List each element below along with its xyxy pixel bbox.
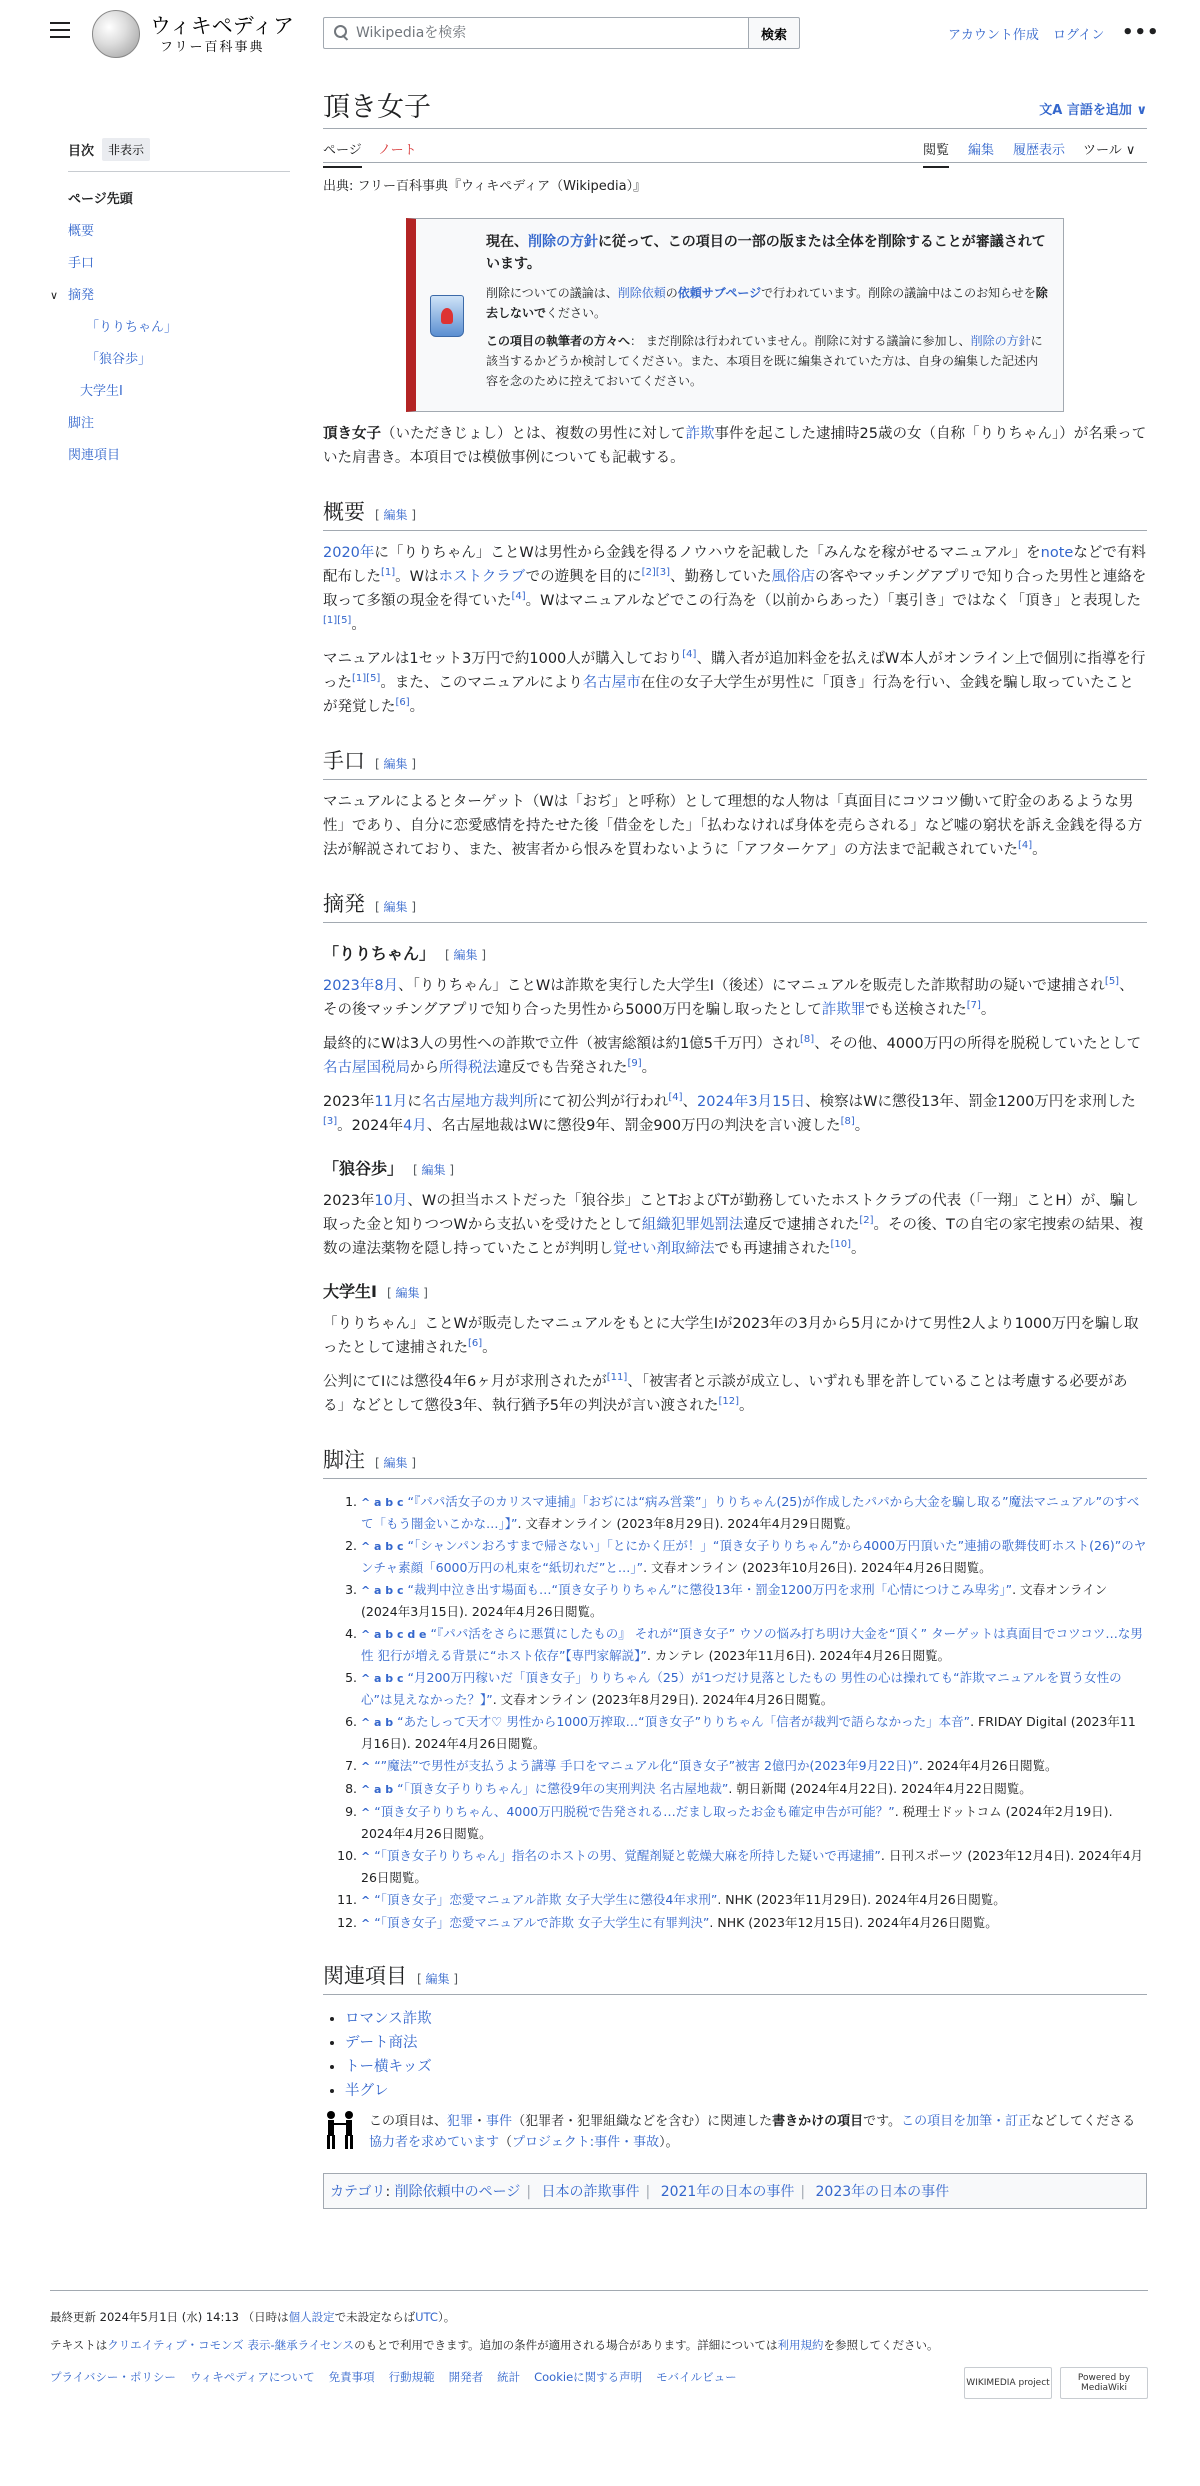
site-header xyxy=(0,0,1200,64)
footer-link[interactable]: 行動規範 xyxy=(388,2370,435,2384)
t: 。その後、Tの自宅の家宅捜索の結果、複数の違法薬物を隠し持っていたことが判明し xyxy=(323,1217,1144,1257)
notice-para-2 xyxy=(486,331,1049,391)
t: 、その後マッチングアプリで知り合った男性から5000万円を騙し取ったとして xyxy=(323,978,1134,1018)
ref-link[interactable]: [8] xyxy=(800,1034,815,1046)
ref-backlink[interactable]: ^ a b c xyxy=(361,1540,404,1553)
reference-item xyxy=(361,1801,1147,1844)
add-languages-label: 言語を追加 xyxy=(1066,103,1132,118)
link[interactable]: 10月 xyxy=(374,1193,408,1209)
toc-item-ririchan[interactable]: 「りりちゃん」 xyxy=(86,320,178,335)
tab-tools-label: ツール xyxy=(1083,143,1122,158)
edit-link[interactable]: 編集 xyxy=(383,757,408,771)
ref-source: . 文春オンライン (2024年3月15日). 2024年4月26日閲覧。 xyxy=(361,1582,1108,1619)
t: 。 xyxy=(351,617,366,633)
reference-item xyxy=(361,1889,1147,1911)
ref-link[interactable]: [1] xyxy=(381,567,396,579)
link[interactable]: 組織犯罪処罰法 xyxy=(641,1217,744,1233)
page-tabs xyxy=(323,129,1147,163)
edit-section: [ 編集 ] xyxy=(413,1163,455,1177)
toc-item-ookami[interactable]: 「狼谷歩」 xyxy=(86,352,152,367)
ref-backlink[interactable]: ^ a b c xyxy=(361,1584,404,1597)
link[interactable]: プロジェクト:事件・事故 xyxy=(512,2135,660,2150)
reference-item xyxy=(361,1912,1147,1934)
tab-history[interactable]: 履歴表示 xyxy=(1013,143,1066,158)
related-list xyxy=(345,2007,1147,2103)
t: を参照してください。 xyxy=(823,2338,939,2352)
ref-link[interactable]: [1][5] xyxy=(352,673,381,685)
ref-link[interactable]: [4] xyxy=(682,649,697,661)
ref-link[interactable]: [8] xyxy=(840,1116,855,1128)
t: 、「被害者と示談が成立し、いずれも罪を許していることは考慮する必要がある」などとして懲役3年、執行猶予5年の判決が言い渡された xyxy=(323,1374,1128,1414)
t: 公判にてIには懲役4年6ヶ月が求刑されたが xyxy=(323,1374,607,1390)
ref-source: . FRIDAY Digital (2023年11月16日). 2024年4月26日閲覧。 xyxy=(361,1714,1136,1751)
toc-hide-button[interactable]: 非表示 xyxy=(102,138,150,161)
link[interactable]: 風俗店 xyxy=(771,569,816,585)
t: でも再逮捕された xyxy=(714,1241,831,1257)
notice-para-1 xyxy=(486,283,1049,323)
t: に従って、この項目の一部の版または全体を削除することが審議されています。 xyxy=(486,234,1046,272)
reference-item xyxy=(361,1845,1147,1888)
t: で未設定ならば xyxy=(334,2310,416,2324)
t: のもとで利用できます。追加の条件が適用される場合があります。詳細については xyxy=(354,2338,778,2352)
category-link[interactable]: 削除依頼中のページ xyxy=(394,2184,521,2200)
ref-backlink[interactable]: ^ a b c d e xyxy=(361,1628,427,1641)
edit-section: [ 編集 ] xyxy=(386,1286,428,1300)
lead-paragraph xyxy=(323,422,1147,470)
ref-source: . NHK (2023年11月29日). 2024年4月26日閲覧。 xyxy=(717,1892,1006,1907)
edit-link[interactable]: 編集 xyxy=(383,900,408,914)
section-heading-ookami xyxy=(323,1156,1147,1179)
ref-link[interactable]: “”魔法”で男性が支払うよう講導 手口をマニュアル化“頂き女子”被害 2億円か(2023年9月22日)” xyxy=(374,1758,919,1773)
reference-item xyxy=(361,1579,1147,1622)
language-icon: 文A xyxy=(1039,103,1067,118)
utc-link[interactable]: UTC xyxy=(415,2310,438,2324)
link[interactable]: note xyxy=(1040,545,1074,561)
link[interactable]: 事件 xyxy=(486,2114,513,2129)
t: 違反で逮捕された xyxy=(743,1217,860,1233)
section-heading-gaiyo xyxy=(323,496,1147,531)
t: 、購入者が追加料金を払えばW本人がオンライン上で個別に指導を行った xyxy=(323,651,1146,691)
wordmark-tagline: フリー百科事典 xyxy=(160,40,265,55)
categories-label-link[interactable]: カテゴリ xyxy=(330,2184,386,2200)
toc-item-daigakusei[interactable]: 大学生I xyxy=(80,384,123,399)
ref-link[interactable]: [4] xyxy=(668,1092,683,1104)
toc-item-kyakuchu[interactable]: 脚注 xyxy=(68,416,95,431)
ref-link[interactable]: [3] xyxy=(323,1116,338,1128)
t: 、 xyxy=(682,1094,698,1110)
ref-source: . 日刊スポーツ (2023年12月4日). 2024年4月26日閲覧。 xyxy=(361,1848,1143,1885)
ref-link[interactable]: “「頂き女子」恋愛マニュアルで詐欺 女子大学生に有罪判決” xyxy=(374,1915,710,1930)
search-button[interactable]: 検索 xyxy=(748,17,800,49)
search-icon xyxy=(334,25,350,41)
stub-text xyxy=(369,2111,1147,2153)
link[interactable]: 協力者を求めています xyxy=(369,2135,500,2150)
ref-link[interactable]: “『パパ活女子のカリスマ連捕』「おぢには“病み営業”」りりちゃん(25)が作成したパパから大金を騙し取る”魔法マニュアル”のすべて「もう闇金いこかな…」】” xyxy=(361,1494,1140,1531)
footer-badges xyxy=(964,2367,1148,2399)
wikipedia-logo[interactable] xyxy=(92,10,140,58)
t: 。2024年 xyxy=(337,1118,404,1134)
trash-icon xyxy=(430,295,464,337)
t: 。 xyxy=(1032,842,1047,858)
section-heading-daigakusei xyxy=(323,1279,1147,1302)
ref-source: . 文春オンライン (2023年10月26日). 2024年4月26日閲覧。 xyxy=(643,1560,992,1575)
login-link[interactable]: ログイン xyxy=(1053,28,1105,43)
t: ： まだ削除は行われていません。削除に対する議論に参加し、 xyxy=(630,334,971,348)
link[interactable]: 11月 xyxy=(374,1094,408,1110)
section-heading-kanren xyxy=(323,1960,1147,1995)
tab-page[interactable]: ページ xyxy=(323,139,362,168)
footer-link[interactable]: 統計 xyxy=(497,2370,521,2384)
ref-link[interactable]: [6] xyxy=(468,1338,483,1350)
link[interactable]: 所得税法 xyxy=(439,1060,497,1076)
t: 。Wはマニュアルなどでこの行為を（以前からあった）「裏引き」ではなく「頂き」と表現した xyxy=(525,593,1142,609)
toc-item-teguchi[interactable]: 手口 xyxy=(68,256,95,271)
ref-link[interactable]: [4] xyxy=(511,591,526,603)
ref-backlink[interactable]: ^ a b c xyxy=(361,1672,404,1685)
ref-link[interactable]: [10] xyxy=(830,1239,852,1251)
gaiyo-para-2 xyxy=(323,647,1147,719)
ref-link[interactable]: “「シャンパンおろすまで帰さない」「とにかく圧が！」“頂き女子りりちゃん”から4000万円頂いた”連捕の歌舞伎町ホスト(26)”のヤンチャ素顔「6000万円の札束を“紙切れだ”と…」” xyxy=(361,1538,1147,1575)
list-item xyxy=(345,2079,1147,2103)
edit-link[interactable]: 編集 xyxy=(395,1286,420,1300)
ref-link[interactable]: “『パパ活をさらに悪質にしたもの』 それが“頂き女子” ウソの悩み打ち明け大金を“頂く” ターゲットは真面目でコツコツ…な男性 犯行が増える背景に“ホスト依存”【専門家解説】” xyxy=(361,1626,1143,1663)
t: の xyxy=(665,286,678,300)
reference-item xyxy=(361,1778,1147,1800)
ref-backlink[interactable]: ^ a b xyxy=(361,1716,394,1729)
ref-link[interactable]: [6] xyxy=(395,697,410,709)
t: などで有料配布した xyxy=(323,545,1146,585)
footer-link[interactable]: プライバシー・ポリシー xyxy=(50,2370,176,2384)
list-item xyxy=(345,2055,1147,2079)
t: から xyxy=(410,1060,439,1076)
t: で行われています。削除の議論中はこのお知らせを xyxy=(761,286,1036,300)
t: 違反でも告発された xyxy=(497,1060,628,1076)
t: 、Wの担当ホストだった「狼谷歩」ことTおよびTが勤務していたホストクラブの代表（「一翔」ことH）が、騙し取った金と知りつつWから支払いを受けたとして xyxy=(323,1193,1139,1233)
link[interactable]: ホストクラブ xyxy=(438,569,526,585)
ref-backlink[interactable]: ^ a b c xyxy=(361,1496,404,1509)
ref-link[interactable]: [2] xyxy=(859,1215,874,1227)
toc-item-top[interactable]: ページ先頭 xyxy=(68,192,133,207)
t: 大学生I xyxy=(323,1282,377,1301)
ref-link[interactable]: [1][5] xyxy=(323,615,352,627)
t: ・ xyxy=(473,2114,487,2129)
t: 「りりちゃん」ことWが販売したマニュアルをもとに大学生Iが2023年の3月から5月にかけて男性2人より1000万円を騙し取ったとして逮捕された xyxy=(323,1316,1139,1356)
crime-stub-icon xyxy=(323,2111,361,2149)
deletion-notice xyxy=(406,218,1064,412)
search-box xyxy=(323,17,749,49)
t: 。 xyxy=(854,1118,870,1134)
link[interactable]: 2024年3月15日 xyxy=(697,1094,806,1110)
t: 概要 xyxy=(323,500,365,524)
section-heading-teguchi xyxy=(323,745,1147,780)
t: マニュアルによるとターゲット（Wは「おぢ」と呼称）として理想的な人物は「真面目にコツコツ働いて貯金のあるような男性」であり、自分に恋愛感情を持たせた後「借金をした」「払わなければ身体を売らされる」など嘘の窮状を訴え金銭を得る方法が解説されており、また、被害者から恨みを買わないように「アフターケア」の方法まで記載されていた xyxy=(323,794,1143,858)
ref-link[interactable]: [4] xyxy=(1017,840,1033,852)
reference-item xyxy=(361,1535,1147,1578)
ref-link[interactable]: [9] xyxy=(627,1058,642,1070)
tab-edit[interactable]: 編集 xyxy=(968,143,995,158)
ref-link[interactable]: “裁判中泣き出す場面も…“頂き女子りりちゃん”に懲役13年・罰金1200万円を求刑「心情につけこみ卑劣」” xyxy=(407,1582,1013,1597)
ref-source: . NHK (2023年12月15日). 2024年4月26日閲覧。 xyxy=(709,1915,998,1930)
t: に「りりちゃん」ことWは男性から金銭を得るノウハウを記載した「みんなを稼がせるマニュアル」を xyxy=(374,545,1041,561)
ref-source: . 2024年4月26日閲覧。 xyxy=(918,1758,1058,1773)
reference-item xyxy=(361,1491,1147,1534)
t: での遊興を目的に xyxy=(525,569,642,585)
ref-link[interactable]: “「頂き女子りりちゃん」指名のホストの男、覚醒剤疑と乾燥大麻を所持した疑いで再逮捕” xyxy=(374,1848,881,1863)
ref-backlink[interactable]: ^ xyxy=(361,1806,371,1819)
preferences-link[interactable]: 個人設定 xyxy=(288,2310,335,2324)
ookami-para xyxy=(323,1189,1147,1261)
link[interactable]: 名古屋国税局 xyxy=(323,1060,410,1076)
t: 除去しないで xyxy=(486,286,1048,320)
ref-source: . 文春オンライン (2023年8月29日). 2024年4月26日閲覧。 xyxy=(492,1692,834,1707)
t: 、名古屋地裁はWに懲役9年、罰金900万円の判決を言い渡した xyxy=(426,1118,841,1134)
fraud-link[interactable]: 詐欺 xyxy=(685,426,715,442)
t: 、勤務していた xyxy=(670,569,772,585)
t: 最終更新 2024年5月1日 (水) 14:13 （日時は xyxy=(50,2310,289,2324)
link[interactable]: 詐欺罪 xyxy=(821,1002,866,1018)
t: 。 xyxy=(980,1002,996,1018)
section-heading-ririchan xyxy=(323,941,1147,964)
t: 、検察はWに懲役13年、罰金1200万円を求刑した xyxy=(805,1094,1136,1110)
link[interactable]: 覚せい剤取締法 xyxy=(613,1241,715,1257)
ref-source: . 朝日新聞 (2024年4月22日). 2024年4月22日閲覧。 xyxy=(728,1781,1032,1796)
daigakusei-para-2 xyxy=(323,1370,1147,1418)
edit-section: [ 編集 ] xyxy=(375,757,417,771)
edit-section: [ 編集 ] xyxy=(445,948,487,962)
footer-link[interactable]: 開発者 xyxy=(448,2370,484,2384)
t: でも送検された xyxy=(865,1002,967,1018)
add-languages-button[interactable] xyxy=(1039,99,1147,118)
t: 手口 xyxy=(323,749,365,773)
t: 頂き女子 xyxy=(323,426,381,442)
tab-tools[interactable] xyxy=(1083,139,1135,158)
link[interactable]: 4月 xyxy=(403,1118,427,1134)
edit-link[interactable]: 編集 xyxy=(383,508,408,522)
references-list xyxy=(361,1491,1147,1934)
user-menu-icon[interactable]: ••• xyxy=(1122,22,1160,43)
t: にて初公判が行われ xyxy=(537,1094,669,1110)
reference-item xyxy=(361,1623,1147,1666)
t: 事件を起こした逮捕時25歳の女（自称「りりちゃん」）が名乗っていた肩書き。本項目では模倣事例についても記載する。 xyxy=(323,426,1147,466)
deletion-policy-link[interactable]: 削除の方針 xyxy=(528,234,598,250)
t: （いただきじょし）とは、複数の男性に対して xyxy=(381,426,686,442)
t: 最終的にWは3人の男性への詐欺で立件（被害総額は約1億5千万円）され xyxy=(323,1036,801,1052)
t: 「狼谷歩」 xyxy=(323,1159,404,1178)
edit-section: [ 編集 ] xyxy=(375,508,417,522)
link[interactable]: 名古屋市 xyxy=(582,675,641,691)
search-input[interactable] xyxy=(356,25,736,41)
t: 、その他、4000万円の所得を脱税していたとして xyxy=(814,1036,1142,1052)
ref-link[interactable]: “あたしって天才♡ 男性から1000万搾取…“頂き女子”りりちゃん「信者が裁判で語らなかった」本音” xyxy=(397,1714,971,1729)
t: 。 xyxy=(482,1340,497,1356)
t: 脚注 xyxy=(323,1448,365,1472)
ref-backlink[interactable]: ^ xyxy=(361,1850,371,1863)
main-content xyxy=(323,85,1147,2209)
t: などしてくださる xyxy=(1031,2114,1136,2129)
ririchan-para-2 xyxy=(323,1032,1147,1080)
chevron-down-icon: ∨ xyxy=(1136,103,1147,118)
edit-link[interactable]: 編集 xyxy=(421,1163,446,1177)
license-link[interactable]: クリエイティブ・コモンズ 表示-継承ライセンス xyxy=(107,2338,355,2352)
chevron-down-icon[interactable]: ∨ xyxy=(50,289,59,302)
main-menu-icon[interactable] xyxy=(50,22,70,38)
t: 。Wは xyxy=(395,569,439,585)
deletion-policy-link-2[interactable]: 削除の方針 xyxy=(970,334,1031,348)
ref-source: . 税理士ドットコム (2024年2月19日). 2024年4月26日閲覧。 xyxy=(361,1804,1113,1841)
t: 。 xyxy=(851,1241,866,1257)
teguchi-para xyxy=(323,790,1147,862)
ref-link[interactable]: [12] xyxy=(718,1396,739,1408)
ref-link[interactable]: “「頂き女子」恋愛マニュアル詐欺 女子大学生に懲役4年求刑” xyxy=(374,1892,718,1907)
t: ）。 xyxy=(437,2310,456,2324)
t: マニュアルは1セット3万円で約1000人が購入しており xyxy=(323,651,683,667)
related-link[interactable]: デート商法 xyxy=(345,2035,418,2051)
table-of-contents xyxy=(50,138,290,464)
t: 。 xyxy=(641,1060,657,1076)
list-item xyxy=(345,2007,1147,2031)
edit-section: [ 編集 ] xyxy=(417,1972,459,1986)
create-account-link[interactable]: アカウント作成 xyxy=(948,28,1039,43)
footer-link[interactable]: 免責事項 xyxy=(328,2370,375,2384)
gaiyo-para-1 xyxy=(323,541,1147,637)
page-title: 頂き女子 xyxy=(323,85,1147,129)
tab-note[interactable]: ノート xyxy=(378,143,417,158)
t: ）。 xyxy=(659,2135,679,2150)
t: に該当するかどうか検討してください。また、本項目を既に編集されていた方は、自身の編集した記述内容を念のために控えておいてください。 xyxy=(486,334,1043,388)
toc-header xyxy=(68,138,290,172)
related-link[interactable]: ロマンス詐欺 xyxy=(345,2011,432,2027)
t: ください。 xyxy=(546,306,607,320)
toc-title: 目次 xyxy=(68,144,95,159)
ref-backlink[interactable]: ^ a b xyxy=(361,1783,394,1796)
ref-link[interactable]: “頂き女子りりちゃん、4000万円脱税で告発される…だまし取ったお金も確定申告が可能？” xyxy=(374,1804,895,1819)
ref-link[interactable]: [7] xyxy=(966,1000,981,1012)
t: 2023年 xyxy=(323,1094,375,1110)
section-heading-tekihatsu xyxy=(323,888,1147,923)
category-link[interactable]: 日本の詐欺事件 xyxy=(541,2184,640,2200)
toc-item-tekihatsu-label: 摘発 xyxy=(68,288,95,303)
chevron-down-icon: ∨ xyxy=(1125,143,1136,158)
t: 。また、このマニュアルにより xyxy=(380,675,583,691)
category-links: カテゴリ: 削除依頼中のページ | 日本の詐欺事件 | 2021年の日本の事件 | 2023年の日本の事件 xyxy=(323,2173,1147,2209)
t: 在住の女子大学生が男性に「頂き」行為を行い、金銭を騙し取っていたことが発覚した xyxy=(323,675,1134,715)
stub-notice xyxy=(323,2111,1147,2153)
t: 。 xyxy=(738,1398,754,1414)
ref-backlink[interactable]: ^ xyxy=(361,1760,371,1773)
t: （ xyxy=(499,2135,513,2150)
toc-item-tekihatsu[interactable] xyxy=(50,288,290,304)
t: 現在、 xyxy=(486,234,528,250)
toc-item-kanren[interactable]: 関連項目 xyxy=(68,448,121,463)
ref-link[interactable]: [11] xyxy=(606,1372,628,1384)
notice-headline xyxy=(486,231,1049,275)
footer-link[interactable]: Cookieに関する声明 xyxy=(534,2370,643,2384)
ref-link[interactable]: [5] xyxy=(1104,976,1120,988)
list-item xyxy=(345,2031,1147,2055)
toc-item-gaiyo[interactable]: 概要 xyxy=(68,224,95,239)
t: 摘発 xyxy=(323,892,365,916)
daigakusei-para-1 xyxy=(323,1312,1147,1360)
mediawiki-badge[interactable]: Powered by MediaWiki xyxy=(1060,2367,1148,2399)
wikimedia-badge[interactable]: WIKIMEDIA project xyxy=(964,2367,1052,2399)
t: 。 xyxy=(409,699,425,715)
link[interactable]: この項目を加筆・訂正 xyxy=(901,2114,1032,2129)
ririchan-para-1 xyxy=(323,974,1147,1022)
wordmark-title[interactable]: ウィキペディア xyxy=(150,14,295,38)
t: この項目は、 xyxy=(369,2114,448,2129)
tab-read[interactable]: 閲覧 xyxy=(923,139,949,168)
link[interactable]: 2023年8月 xyxy=(323,978,399,994)
reference-item xyxy=(361,1711,1147,1754)
ref-source: . 文春オンライン (2023年8月29日). 2024年4月29日閲覧。 xyxy=(517,1516,859,1531)
ririchan-para-3 xyxy=(323,1090,1147,1138)
t: 削除についての議論は、 xyxy=(486,286,618,300)
t: この項目の執筆者の方々へ xyxy=(486,334,631,348)
deletion-request-link[interactable]: 削除依頼 xyxy=(617,286,666,300)
category-link[interactable]: 2021年の日本の事件 xyxy=(660,2184,795,2200)
category-link[interactable]: 2023年の日本の事件 xyxy=(815,2184,950,2200)
edit-link[interactable]: 編集 xyxy=(453,948,478,962)
footer-link[interactable]: モバイルビュー xyxy=(656,2370,737,2384)
reference-item xyxy=(361,1755,1147,1777)
t: 2023年 xyxy=(323,1193,375,1209)
edit-section: [ 編集 ] xyxy=(375,1456,417,1470)
t: に xyxy=(407,1094,422,1110)
ref-link[interactable]: [2][3] xyxy=(641,567,671,579)
edit-section: [ 編集 ] xyxy=(375,900,417,914)
license-text xyxy=(50,2335,1148,2355)
ref-link[interactable]: “「頂き女子りりちゃん」に懲役9年の実刑判決 名古屋地裁” xyxy=(397,1781,729,1796)
t: 「りりちゃん」 xyxy=(323,944,436,963)
t: テキストは xyxy=(50,2338,108,2352)
footer-link[interactable]: ウィキペディアについて xyxy=(189,2370,315,2384)
ref-link[interactable]: “月200万円稼いだ「頂き女子」りりちゃん（25）が1つだけ見落としたもの 男性の心は操れても“詐欺マニュアルを買う女性の心”は見えなかった？】” xyxy=(361,1670,1122,1707)
related-link[interactable]: トー横キッズ xyxy=(345,2059,432,2075)
terms-link[interactable]: 利用規約 xyxy=(777,2338,824,2352)
t: 、「りりちゃん」ことWは詐欺を実行した大学生I（後述）にマニュアルを販売した詐欺幇助の疑いで逮捕され xyxy=(398,978,1105,994)
t: の客やマッチングアプリで知り合った男性と連絡を取って多額の現金を得ていた xyxy=(323,569,1147,609)
t: です。 xyxy=(863,2114,902,2129)
ref-backlink[interactable]: ^ xyxy=(361,1894,371,1907)
edit-link[interactable]: 編集 xyxy=(425,1972,450,1986)
request-subpage-link[interactable]: 依頼サブページ xyxy=(677,286,762,300)
t: （犯罪者・犯罪組織などを含む）に関連した xyxy=(512,2114,773,2129)
t: 書きかけの項目 xyxy=(772,2114,864,2129)
footer xyxy=(50,2290,1148,2393)
link[interactable]: 名古屋地方裁判所 xyxy=(421,1094,538,1110)
site-sub: 出典: フリー百科事典『ウィキペディア（Wikipedia）』 xyxy=(323,179,647,194)
t: 関連項目 xyxy=(323,1964,407,1988)
link[interactable]: 犯罪 xyxy=(447,2114,474,2129)
section-heading-kyakuchu xyxy=(323,1444,1147,1479)
ref-backlink[interactable]: ^ xyxy=(361,1917,371,1930)
reference-item xyxy=(361,1667,1147,1710)
last-modified xyxy=(50,2307,1148,2327)
ref-source: . カンテレ (2023年11月6日). 2024年4月26日閲覧。 xyxy=(646,1648,951,1663)
edit-link[interactable]: 編集 xyxy=(383,1456,408,1470)
link[interactable]: 2020年 xyxy=(323,545,375,561)
related-link[interactable]: 半グレ xyxy=(345,2083,389,2099)
